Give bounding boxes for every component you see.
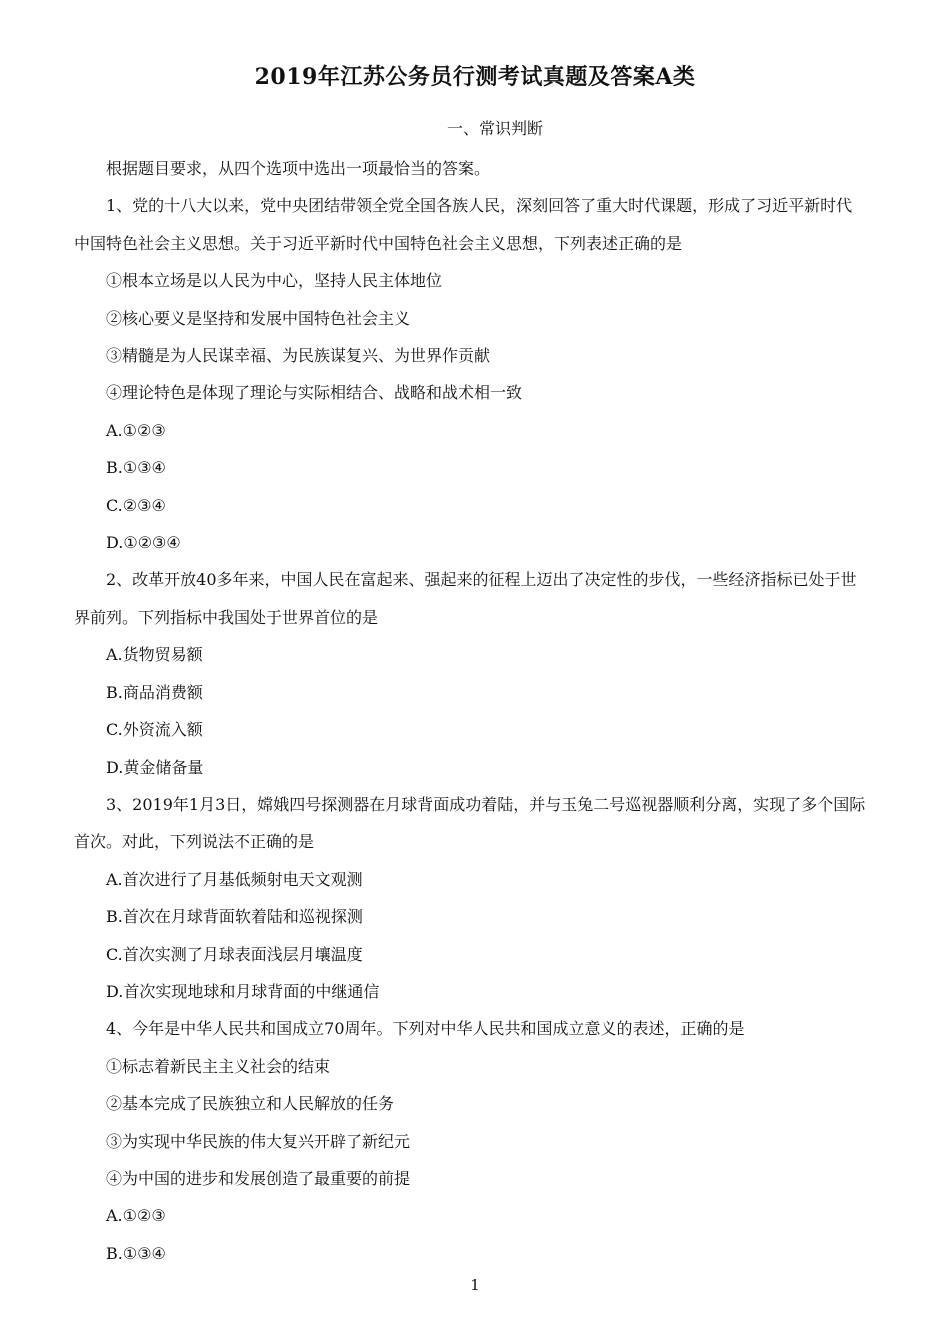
- question-1-stem-cont: 中国特色社会主义思想。关于习近平新时代中国特色社会主义思想，下列表述正确的是: [74, 233, 683, 253]
- question-2-option-b: B.商品消费额: [106, 682, 203, 702]
- question-4-option-a: A.①②③: [106, 1206, 166, 1226]
- document-body: [74, 150, 896, 1272]
- question-4-option-b: B.①③④: [106, 1243, 166, 1263]
- question-1-stem: 1、党的十八大以来，党中央团结带领全党全国各族人民，深刻回答了重大时代课题，形成了习近平新时代: [106, 196, 853, 216]
- instruction-text: 根据题目要求，从四个选项中选出一项最恰当的答案。: [106, 159, 491, 178]
- question-1-statement-4: ④理论特色是体现了理论与实际相结合、战略和战术相一致: [106, 383, 523, 403]
- question-4-statement-3: ③为实现中华民族的伟大复兴开辟了新纪元: [106, 1131, 411, 1151]
- question-1-statement-2: ②核心要义是坚持和发展中国特色社会主义: [106, 308, 411, 328]
- question-2-option-d: D.黄金储备量: [106, 757, 204, 777]
- question-1-option-d: D.①②③④: [106, 533, 181, 553]
- question-2-option-c: C.外资流入额: [106, 720, 203, 740]
- question-1-option-a: A.①②③: [106, 420, 166, 440]
- page-number: 1: [470, 1276, 480, 1294]
- question-2-option-a: A.货物贸易额: [106, 645, 203, 665]
- question-1-option-b: B.①③④: [106, 458, 166, 478]
- question-4-statement-1: ①标志着新民主主义社会的结束: [106, 1056, 331, 1076]
- document-title: 2019年江苏公务员行测考试真题及答案A类: [254, 64, 696, 90]
- question-3-option-d: D.首次实现地球和月球背面的中继通信: [106, 981, 380, 1001]
- question-3-option-a: A.首次进行了月基低频射电天文观测: [106, 869, 363, 889]
- question-1-statement-3: ③精髓是为人民谋幸福、为民族谋复兴、为世界作贡献: [106, 346, 491, 366]
- question-3-option-b: B.首次在月球背面软着陆和巡视探测: [106, 907, 363, 927]
- question-3-stem: 3、2019年1月3日，嫦娥四号探测器在月球背面成功着陆，并与玉兔二号巡视器顺利分离，实现了多个国际: [106, 794, 866, 814]
- question-4-stem: 4、今年是中华人民共和国成立70周年。下列对中华人民共和国成立意义的表述，正确的是: [106, 1019, 745, 1039]
- question-3-option-c: C.首次实测了月球表面浅层月壤温度: [106, 944, 363, 964]
- question-3-stem-cont: 首次。对此，下列说法不正确的是: [74, 832, 315, 852]
- question-1-statement-1: ①根本立场是以人民为中心，坚持人民主体地位: [106, 271, 443, 291]
- question-4-statement-2: ②基本完成了民族独立和人民解放的任务: [106, 1094, 395, 1114]
- question-4-statement-4: ④为中国的进步和发展创造了最重要的前提: [106, 1168, 411, 1188]
- question-1-option-c: C.②③④: [106, 495, 166, 515]
- section-heading: 一、常识判断: [446, 119, 543, 138]
- question-2-stem: 2、改革开放40多年来，中国人民在富起来、强起来的征程上迈出了决定性的步伐，一些经济指标已处于世: [106, 570, 857, 590]
- question-2-stem-cont: 界前列。下列指标中我国处于世界首位的是: [74, 607, 379, 627]
